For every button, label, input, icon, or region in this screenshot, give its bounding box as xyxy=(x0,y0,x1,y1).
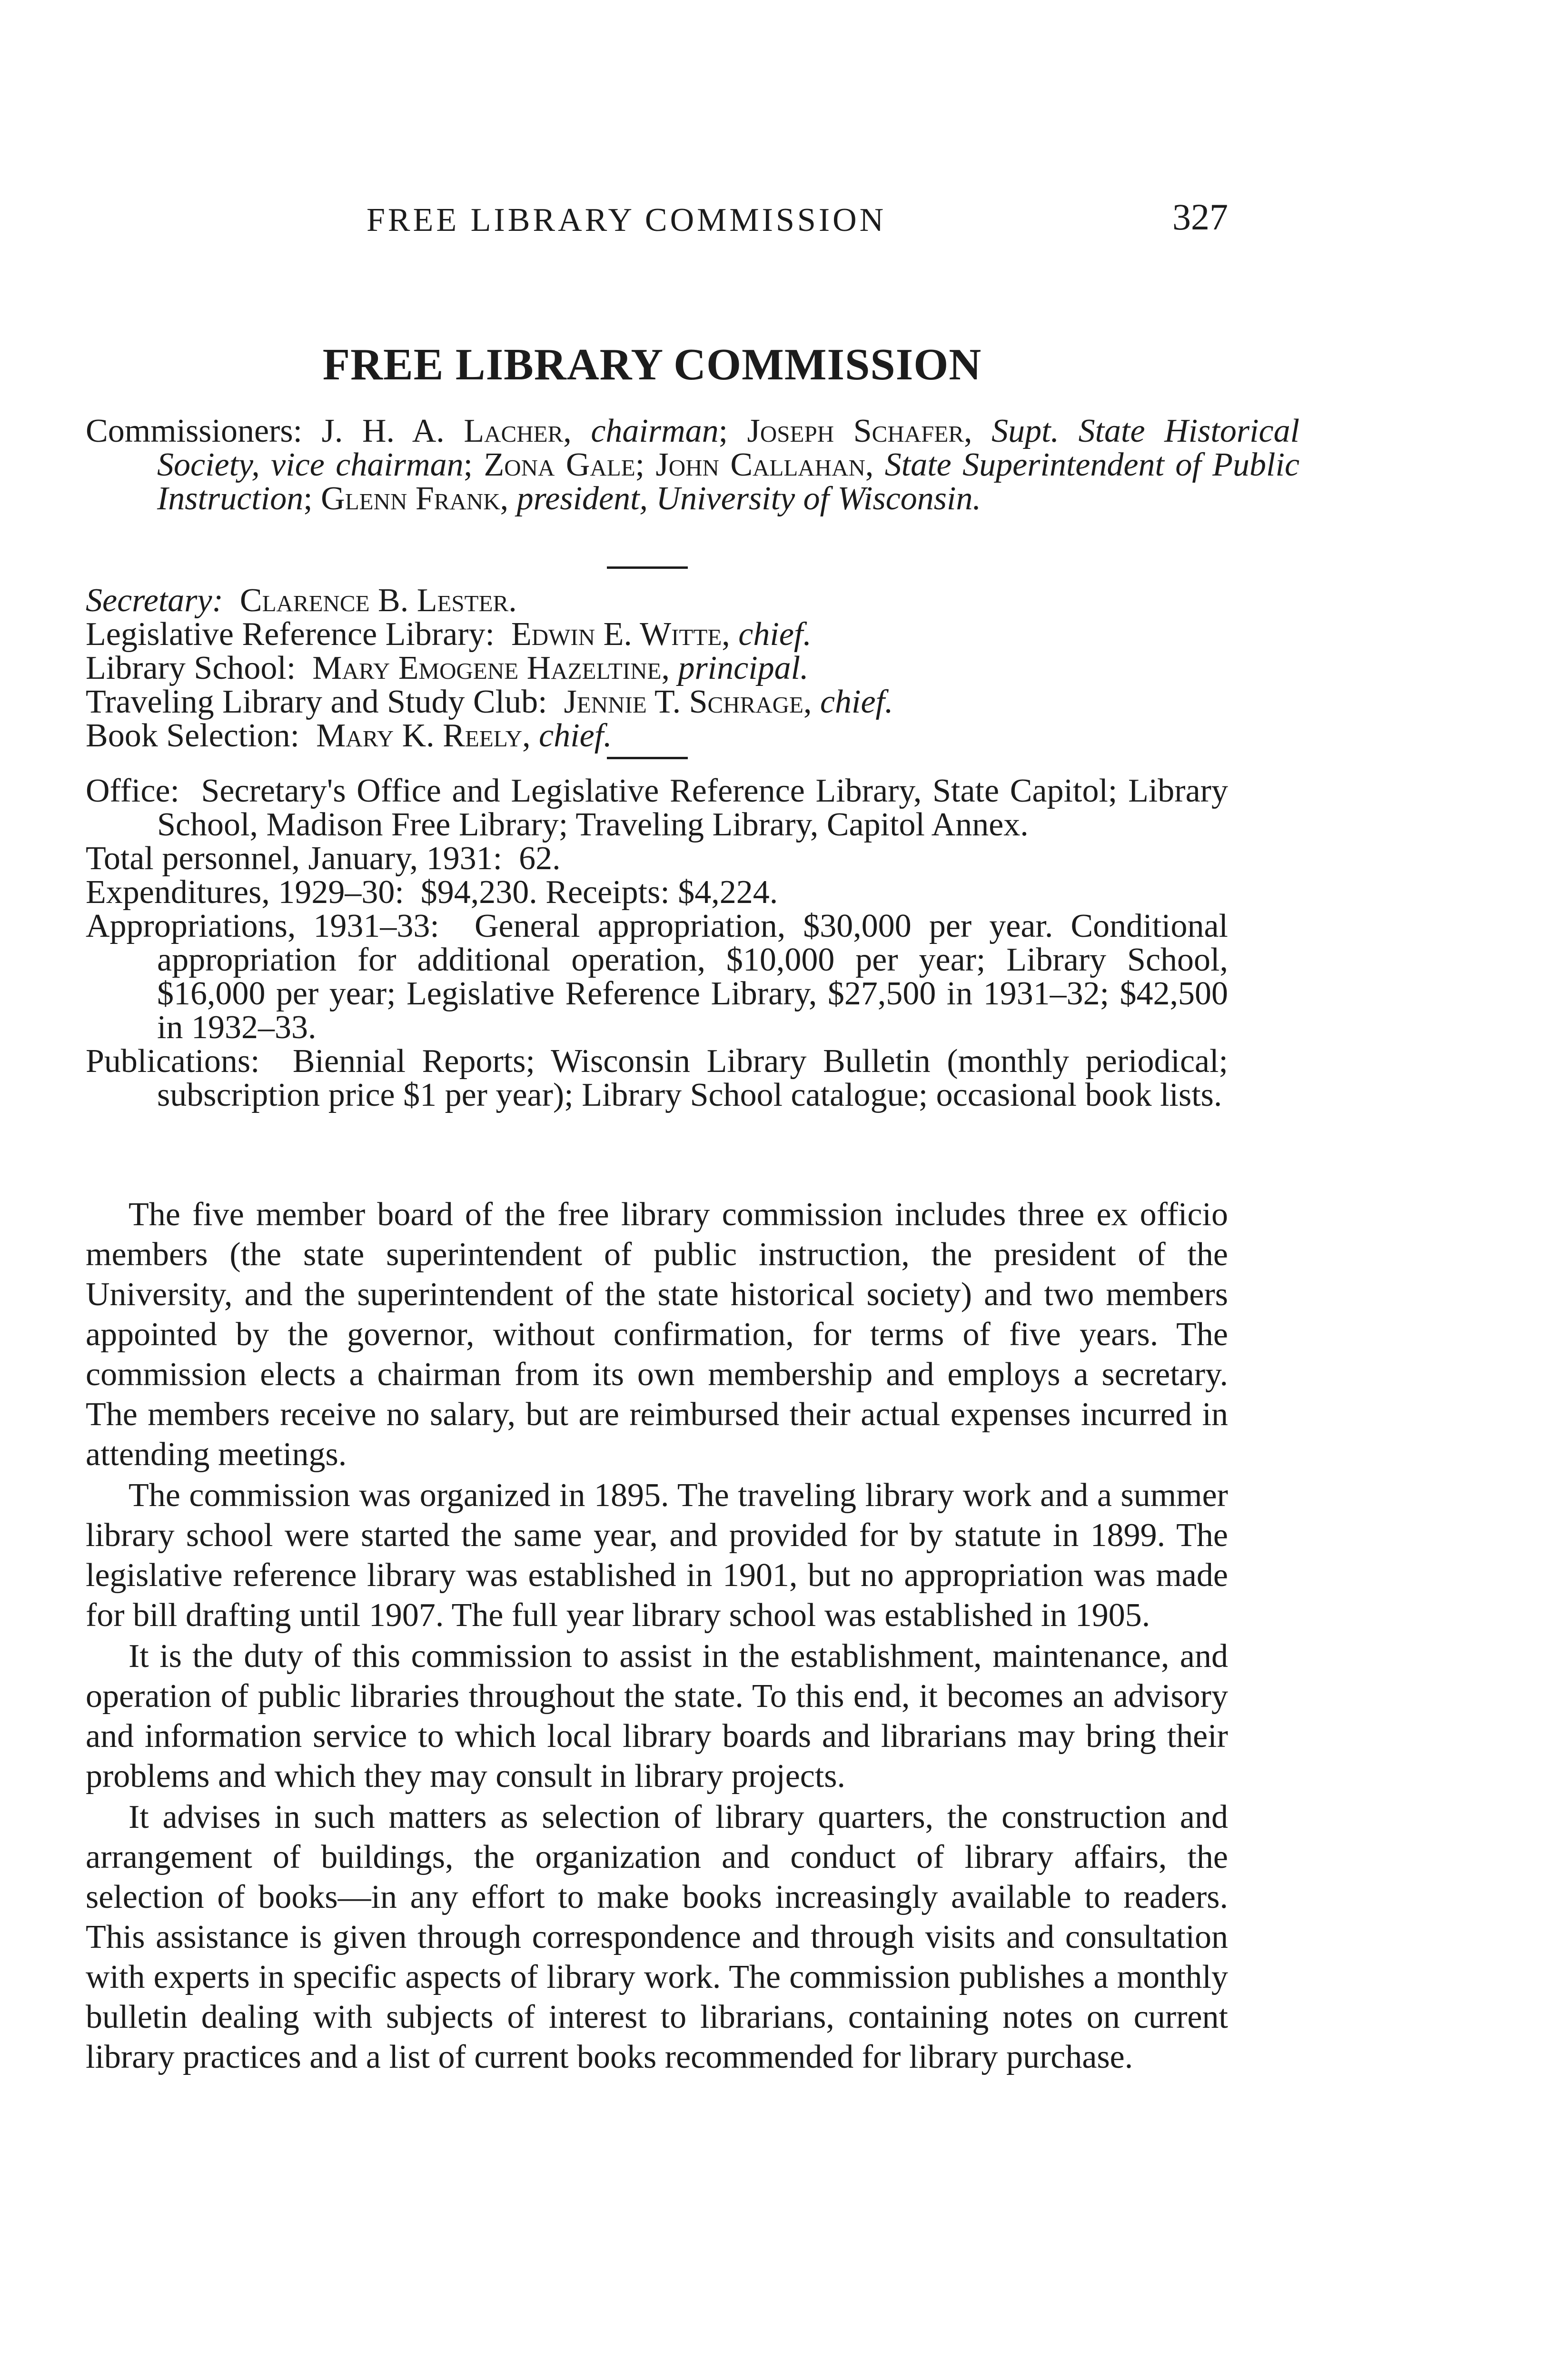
commissioner-name: J. H. A. Lacher xyxy=(321,413,564,449)
detail-text: General appropriation, $30,000 per year. Conditional appropriation for additional operation, $10,000 per year; Library School, $16,000 per year; Legislative Reference Library, $27,500 in 1931–32; $42,500 in 1932–33. xyxy=(157,908,1228,1046)
detail-entry xyxy=(86,1044,1228,1112)
officer-title: chief. xyxy=(820,684,893,720)
detail-text: 62. xyxy=(519,840,561,877)
detail-text: $94,230. Receipts: $4,224. xyxy=(420,874,778,911)
commissioner-name: Glenn Frank xyxy=(321,480,500,517)
commissioner-name: John Callahan xyxy=(655,446,865,483)
detail-label: Total personnel, January, 1931: xyxy=(86,840,503,877)
body-text xyxy=(86,1195,1228,2078)
officer-line xyxy=(86,685,1228,719)
commissioners-entry: Commissioners: J. H. A. Lacher, chairman; Joseph Schafer, Supt. State Historical Society, vice chairman; Zona Gale; John Callahan, State Superintendent of Public Instruction; Glenn Frank, president, University of Wisconsin. xyxy=(86,413,1300,517)
details-list xyxy=(86,774,1228,1112)
officer-name: Jennie T. Schrage, xyxy=(564,684,812,720)
officer-line xyxy=(86,584,1228,617)
detail-label: Appropriations, 1931–33: xyxy=(86,908,439,944)
detail-entry xyxy=(86,909,1228,1044)
officer-name: Mary Emogene Hazeltine, xyxy=(312,650,670,686)
officer-name: Edwin E. Witte, xyxy=(511,616,730,653)
officer-title: chief. xyxy=(539,717,612,754)
officers-list xyxy=(86,584,1228,753)
officer-line xyxy=(86,719,1228,753)
section-divider xyxy=(607,566,688,569)
body-paragraph: It advises in such matters as selection of library quarters, the construction and arrangement of buildings, the organization and conduct of library affairs, the selection of books—in any effort to make books increasingly available to readers. This assistance is given through correspondence and through visits and consultation with experts in specific aspects of library work. The commission publishes a monthly bulletin dealing with subjects of interest to librarians, containing notes on current library practices and a list of current books recommended for library purchase. xyxy=(86,1799,1228,2075)
detail-entry xyxy=(86,774,1228,842)
officer-label: Legislative Reference Library: xyxy=(86,616,495,653)
detail-label: Publications: xyxy=(86,1043,260,1080)
commissioners-label: Commissioners: xyxy=(86,413,303,449)
page-number: 327 xyxy=(1172,196,1228,238)
commissioner-role: chairman xyxy=(591,413,719,449)
commissioner-role: president, University of Wisconsin. xyxy=(516,480,981,517)
commissioner-role: Supt. State Historical Society, vice chairman xyxy=(157,413,1300,483)
detail-text: Biennial Reports; Wisconsin Library Bulletin (monthly periodical; subscription price $1 per year); Library School catalogue; occasional book lists. xyxy=(157,1043,1228,1113)
detail-label: Expenditures, 1929–30: xyxy=(86,874,404,911)
officer-title: principal. xyxy=(678,650,809,686)
officer-label: Book Selection: xyxy=(86,717,300,754)
officer-label: Traveling Library and Study Club: xyxy=(86,684,547,720)
officer-label: Library School: xyxy=(86,650,296,686)
officer-label: Secretary: xyxy=(86,582,223,619)
officer-line xyxy=(86,651,1228,685)
section-divider xyxy=(607,757,688,759)
commissioner-name: Zona Gale xyxy=(484,446,635,483)
body-paragraph: It is the duty of this commission to assist in the establishment, maintenance, and operation of public libraries throughout the state. To this end, it becomes an advisory and information service to which local library boards and librarians may bring their problems and which they may consult in library projects. xyxy=(86,1638,1228,1795)
detail-entry xyxy=(86,842,1228,875)
running-head: FREE LIBRARY COMMISSION xyxy=(367,202,887,238)
officer-name: Clarence B. Lester. xyxy=(239,582,517,619)
officer-line xyxy=(86,617,1228,651)
commissioner-role: State Superintendent of Public Instruction xyxy=(157,446,1300,517)
detail-text: Secretary's Office and Legislative Reference Library, State Capitol; Library School, Madison Free Library; Traveling Library, Capitol Annex. xyxy=(157,773,1228,843)
officer-title: chief. xyxy=(738,616,812,653)
detail-entry xyxy=(86,875,1228,909)
page-title: FREE LIBRARY COMMISSION xyxy=(322,340,982,389)
officer-name: Mary K. Reely, xyxy=(316,717,531,754)
body-paragraph: The five member board of the free library commission includes three ex officio members (the state superintendent of public instruction, the president of the University, and the superintendent of the state historical society) and two members appointed by the governor, without confirmation, for terms of five years. The commission elects a chairman from its own membership and employs a secretary. The members receive no salary, but are reimbursed their actual expenses incurred in attending meetings. xyxy=(86,1196,1228,1473)
body-paragraph: The commission was organized in 1895. The traveling library work and a summer library school were started the same year, and provided for by statute in 1899. The legislative reference library was established in 1901, but no appropriation was made for bill drafting until 1907. The full year library school was established in 1905. xyxy=(86,1477,1228,1634)
detail-label: Office: xyxy=(86,773,179,809)
commissioner-name: Joseph Schafer xyxy=(747,413,964,449)
